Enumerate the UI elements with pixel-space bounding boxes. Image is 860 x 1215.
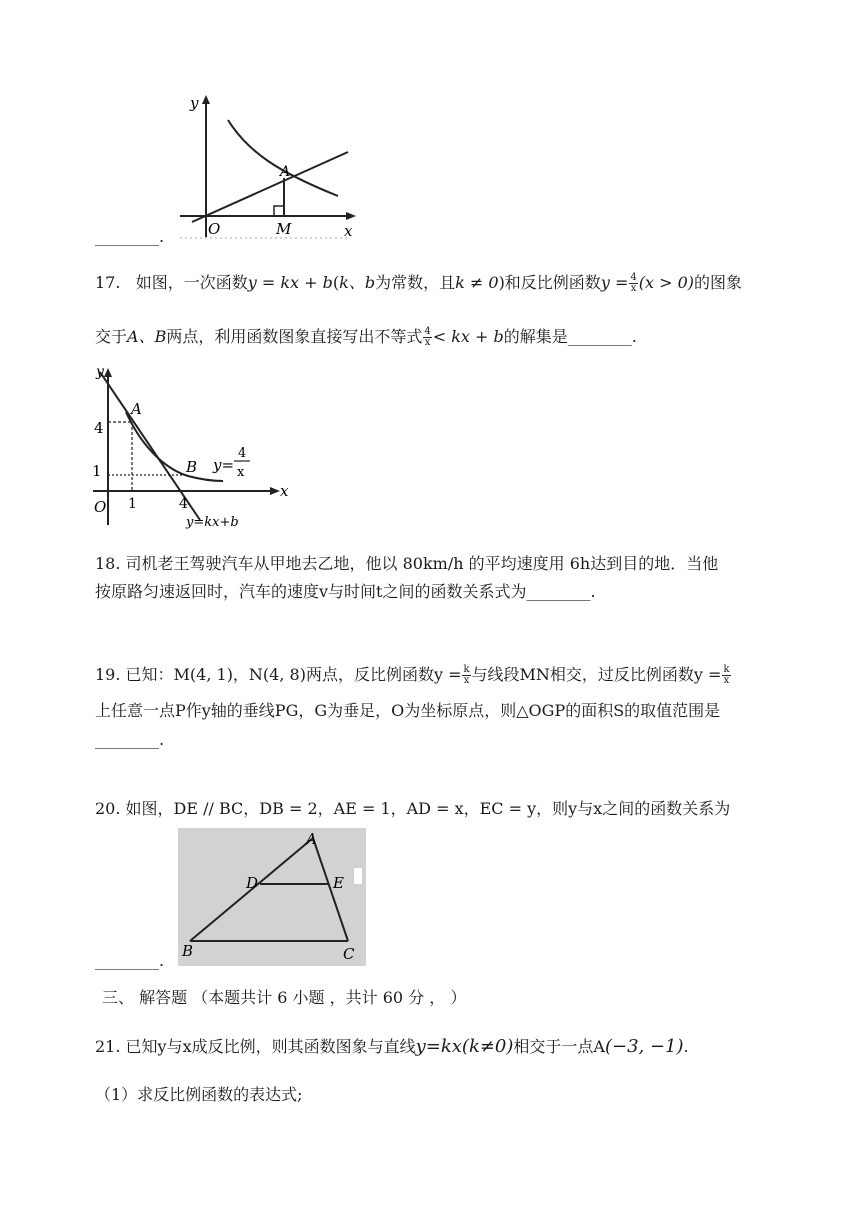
q17-label-B: B: [186, 458, 198, 476]
q16-y-arrow: [202, 95, 210, 104]
q17-line2-a: 交于: [95, 327, 128, 346]
q16-x-arrow: [346, 212, 356, 220]
q20-label-D: D: [246, 874, 259, 892]
q21-line1: [95, 1036, 689, 1058]
q20-answer-blank: ________.: [95, 951, 165, 970]
q20-figure-background: [178, 828, 366, 966]
q21-line-equation: y=kx(k≠0): [415, 1036, 514, 1057]
q17-hyperbola: [126, 412, 223, 481]
q19-line1-b: 与线段MN相交，过反比例函数y =: [471, 665, 722, 684]
q16-label-A: A: [280, 164, 291, 180]
q21-point-coords: (−3, −1): [604, 1036, 684, 1057]
q16-label-y: y: [190, 94, 199, 112]
q17-label-x: x: [280, 482, 289, 500]
q21-line1-c: 相交于一点A: [513, 1037, 605, 1056]
q17-y-arrow: [104, 368, 112, 377]
q17-line-label: y=kx+b: [186, 515, 239, 530]
q17-curve-num: 4: [238, 446, 247, 461]
q21-sub1: （1）求反比例函数的表达式;: [95, 1085, 303, 1104]
q21-line1-a: 21. 已知y与x成反比例，则其函数图象与直线: [95, 1037, 416, 1056]
q16-label-x: x: [344, 222, 353, 240]
q19-fraction-1: $\frac{k}{x}$: [463, 664, 470, 686]
q17-text-a: 如图，一次函数: [135, 273, 248, 292]
q17-curve-label: y=: [213, 456, 235, 474]
q16-graph: [178, 92, 363, 242]
q19-line2: 上任意一点P作y轴的垂线PG，G为垂足，O为坐标原点，则△OGP的面积S的取值范围是: [95, 701, 721, 720]
q20-label-B: B: [182, 942, 194, 960]
q16-label-O: O: [208, 220, 221, 238]
q18-line1: 18. 司机老王驾驶汽车从甲地去乙地，他以 80km/h 的平均速度用 6h达到目的地．当他: [95, 554, 719, 573]
q17-text-c: (: [332, 273, 340, 292]
q19-line1: [95, 664, 732, 686]
q17-text-j: 的图象: [693, 273, 742, 292]
q17-text-i: (x > 0): [638, 273, 694, 292]
q16-right-angle: [274, 206, 284, 216]
q20-label-A: A: [306, 830, 317, 848]
q16-answer-blank: ________.: [95, 227, 165, 246]
q20-line1: 20. 如图，DE // BC，DB = 2，AE = 1，AD = x，EC = y，则y与x之间的函数关系为: [95, 799, 731, 818]
q17-text-d: k、b: [339, 273, 376, 292]
q17-line1: [95, 272, 742, 294]
q20-label-C: C: [343, 945, 355, 963]
q16-label-M: M: [276, 220, 292, 238]
q17-text-h: y =: [600, 273, 629, 292]
q20-figure-notch: [354, 868, 362, 884]
q19-line1-a: 19. 已知：M(4, 1)，N(4, 8)两点，反比例函数y =: [95, 665, 462, 684]
q17-label-y: y: [96, 364, 104, 380]
q19-line3: ________.: [95, 730, 165, 749]
q20-triangle-figure: [178, 828, 366, 966]
q17-fraction: $\frac{4}{x}$: [630, 272, 637, 294]
q17-label-O: O: [94, 498, 107, 516]
section3-title: 三、 解答题 （本题共计 6 小题 ，共计 60 分 ， ）: [102, 988, 467, 1007]
q17-tick-1: 1: [92, 462, 102, 480]
q19-fraction-2: $\frac{k}{x}$: [723, 664, 730, 686]
q17-text-f: k ≠ 0: [455, 273, 499, 292]
q17-line2: [95, 326, 637, 348]
q17-line2-fraction: $\frac{4}{x}$: [424, 326, 431, 348]
q17-graph: [88, 360, 303, 540]
q17-text-g: )和反比例函数: [498, 273, 601, 292]
q17-label-A: A: [131, 400, 142, 418]
q17-linear-eq: y = kx + b: [247, 273, 333, 292]
q17-xtick-1: 1: [128, 496, 137, 512]
q17-curve-den: x: [237, 465, 245, 480]
q17-xtick-4: 4: [179, 496, 188, 512]
q21-line1-e: .: [683, 1037, 689, 1056]
q17-line2-b: A、B: [127, 327, 167, 346]
q17-line2-d: < kx + b: [432, 327, 504, 346]
q17-text-e: 为常数，且: [375, 273, 456, 292]
q20-label-E: E: [333, 874, 344, 892]
q17-tick-4: 4: [94, 419, 104, 437]
q17-line2-e: 的解集是________.: [503, 327, 637, 346]
q18-line2: 按原路匀速返回时，汽车的速度v与时间t之间的函数关系式为________.: [95, 582, 596, 601]
q17-x-arrow: [270, 487, 280, 495]
q17-line2-c: 两点，利用函数图象直接写出不等式: [166, 327, 423, 346]
q17-number: 17.: [95, 273, 121, 292]
